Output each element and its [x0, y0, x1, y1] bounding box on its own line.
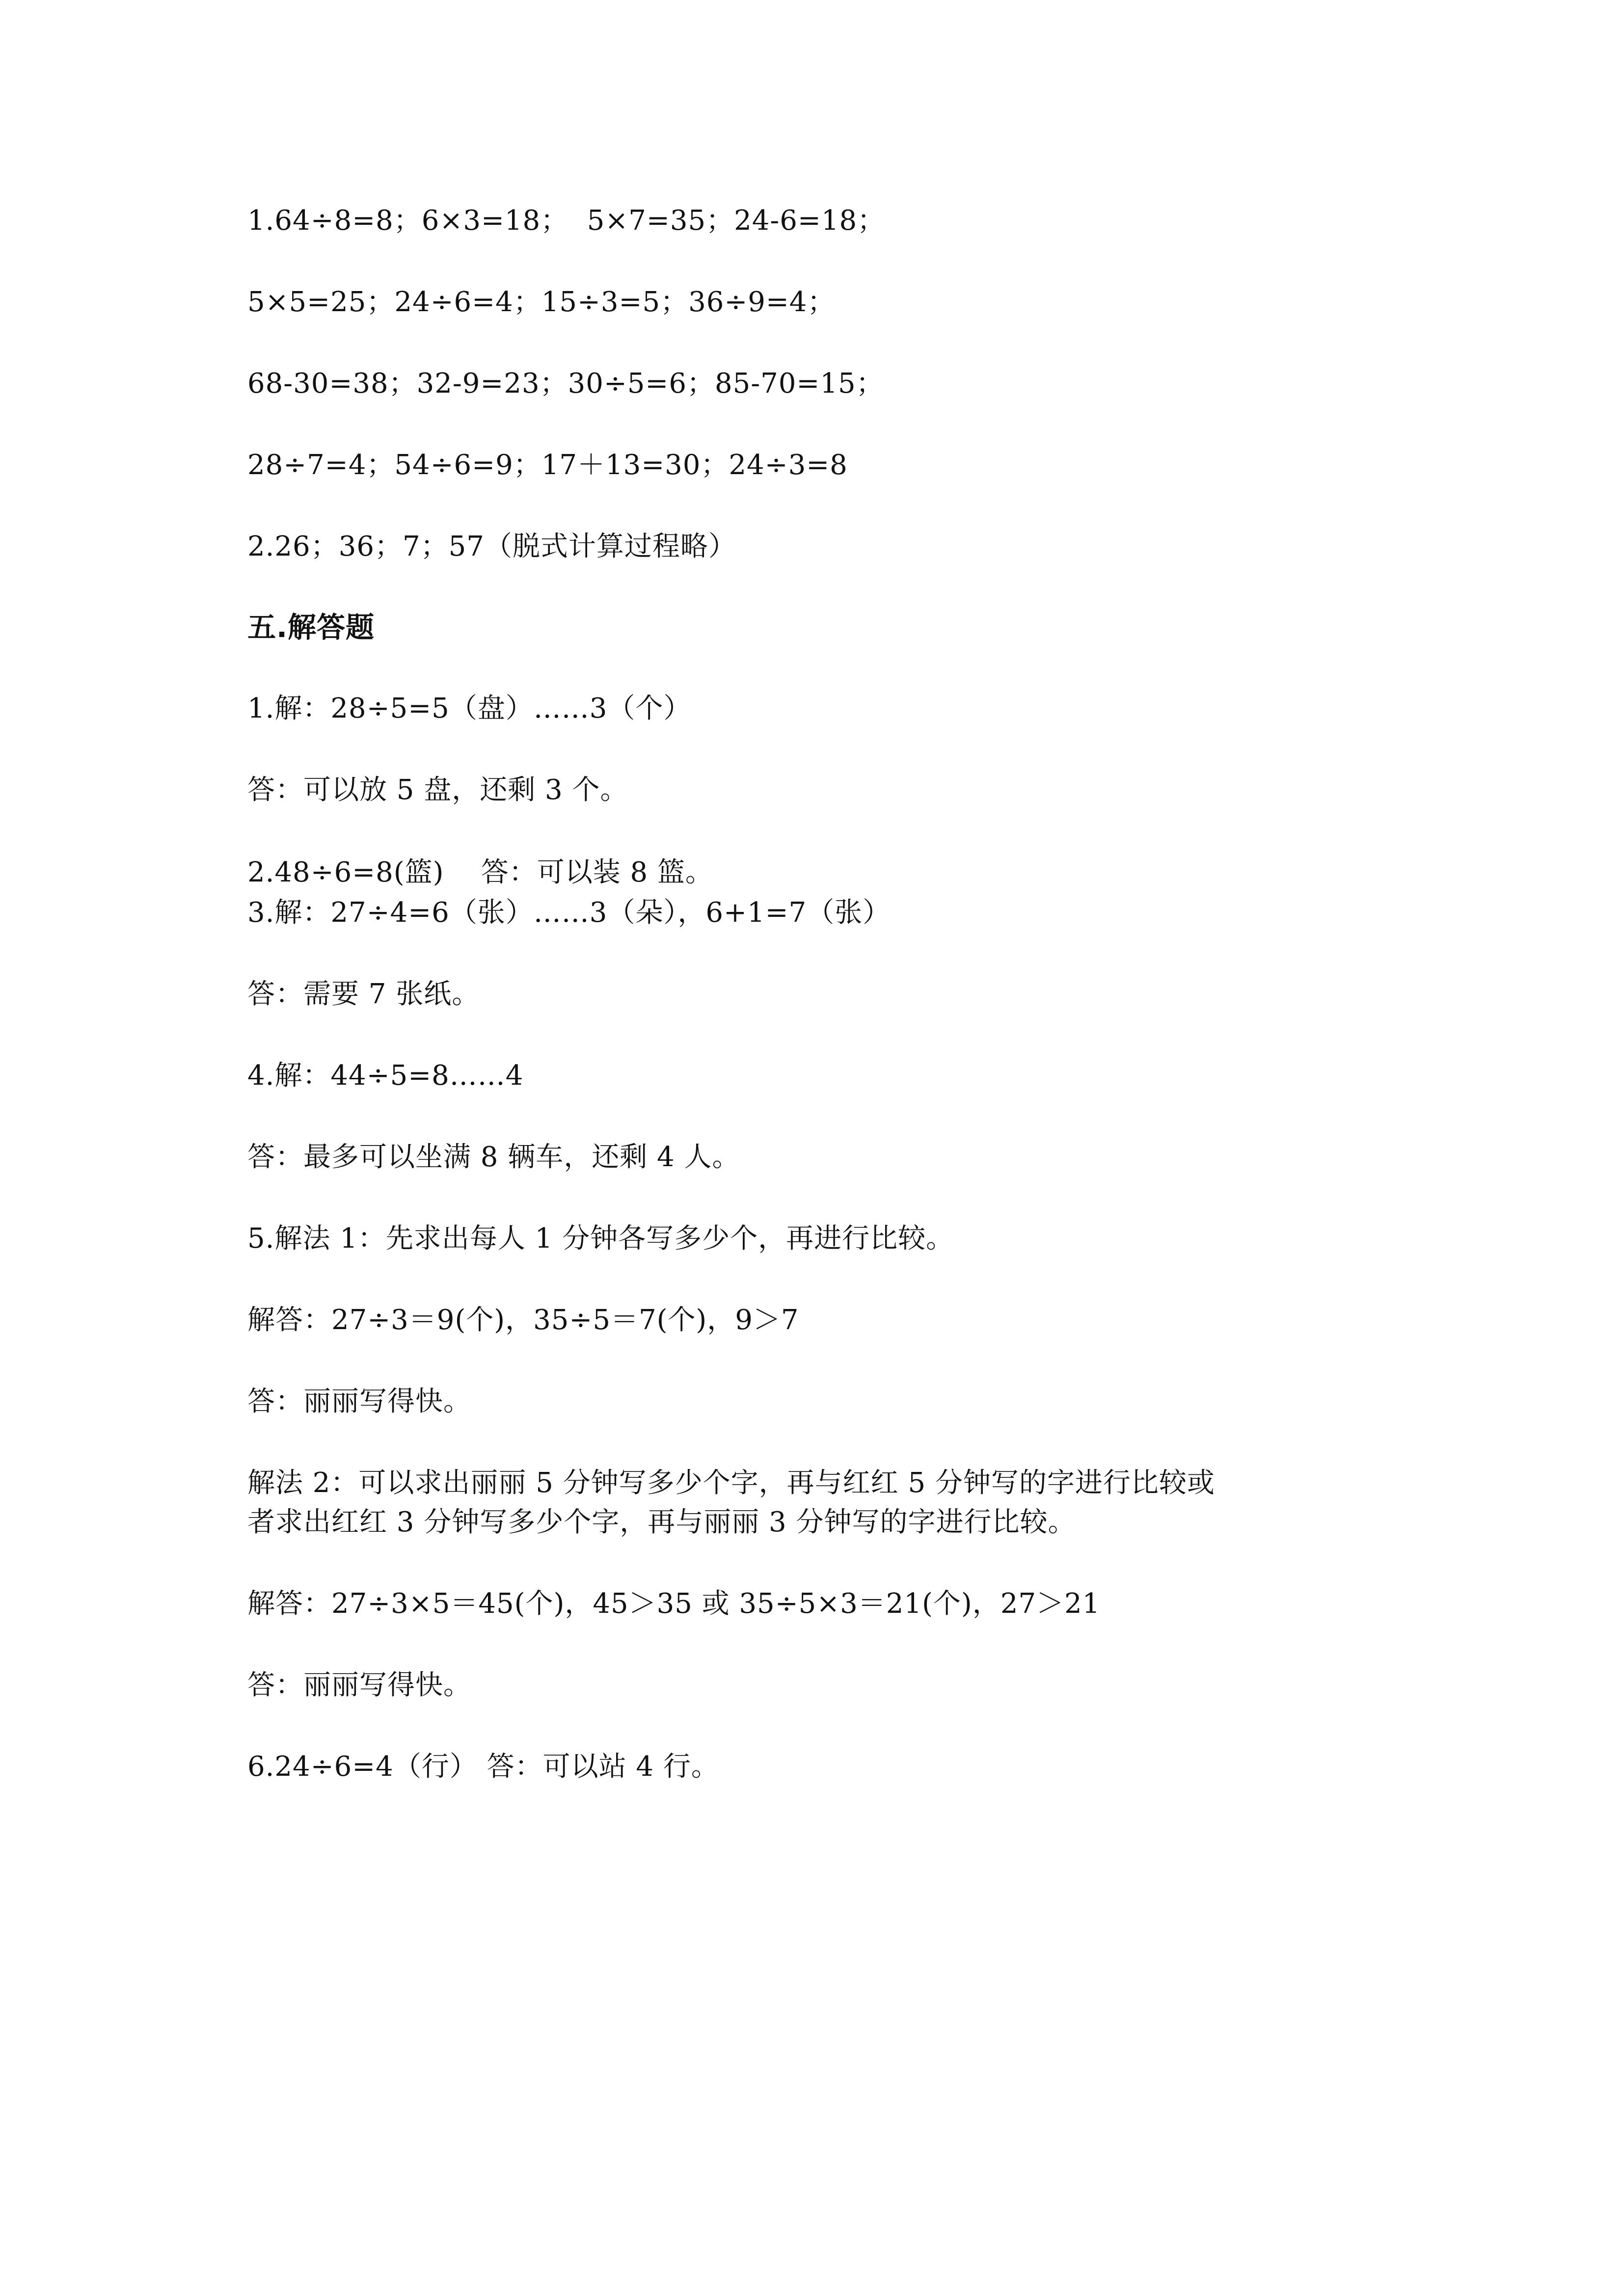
answer-line-computation-3: 68-30=38；32-9=23；30÷5=6；85-70=15； — [247, 368, 884, 400]
problem-5-method-1: 5.解法 1：先求出每人 1 分钟各写多少个，再进行比较。 — [247, 1223, 954, 1255]
problem-2-solution: 2.48÷6=8(篮) 答：可以装 8 篮。 — [247, 856, 713, 888]
problem-1-answer: 答：可以放 5 盘，还剩 3 个。 — [247, 774, 628, 806]
problem-4-answer: 答：最多可以坐满 8 辆车，还剩 4 人。 — [247, 1141, 740, 1173]
problem-5-method-1-solution: 解答：27÷3＝9(个)，35÷5＝7(个)，9＞7 — [247, 1304, 799, 1336]
problem-3-answer: 答：需要 7 张纸。 — [247, 978, 480, 1010]
answer-line-computation-2: 5×5=25；24÷6=4；15÷3=5；36÷9=4； — [247, 286, 836, 318]
problem-6-solution: 6.24÷6=4（行） 答：可以站 4 行。 — [247, 1751, 719, 1783]
answer-line-step-computation: 2.26；36；7；57（脱式计算过程略） — [247, 531, 736, 562]
problem-5-method-2-solution: 解答：27÷3×5＝45(个)，45＞35 或 35÷5×3＝21(个)，27＞21 — [247, 1588, 1101, 1620]
answer-line-computation-4: 28÷7=4；54÷6=9；17＋13=30；24÷3=8 — [247, 449, 848, 481]
problem-4-solution: 4.解：44÷5=8……4 — [247, 1060, 524, 1092]
problem-5-method-1-answer: 答：丽丽写得快。 — [247, 1386, 471, 1417]
problem-3-solution: 3.解：27÷4=6（张）……3（朵），6+1=7（张） — [247, 897, 891, 929]
problem-5-method-2-line-1: 解法 2：可以求出丽丽 5 分钟写多少个字，再与红红 5 分钟写的字进行比较或 — [247, 1467, 1215, 1499]
problem-5-method-2-answer: 答：丽丽写得快。 — [247, 1669, 471, 1701]
problem-1-solution: 1.解：28÷5=5（盘）……3（个） — [247, 693, 692, 724]
section-heading: 五.解答题 — [247, 611, 375, 644]
problem-5-method-2-line-2: 者求出红红 3 分钟写多少个字，再与丽丽 3 分钟写的字进行比较。 — [247, 1506, 1076, 1538]
answer-line-computation-1: 1.64÷8=8；6×3=18； 5×7=35；24-6=18； — [247, 205, 886, 237]
